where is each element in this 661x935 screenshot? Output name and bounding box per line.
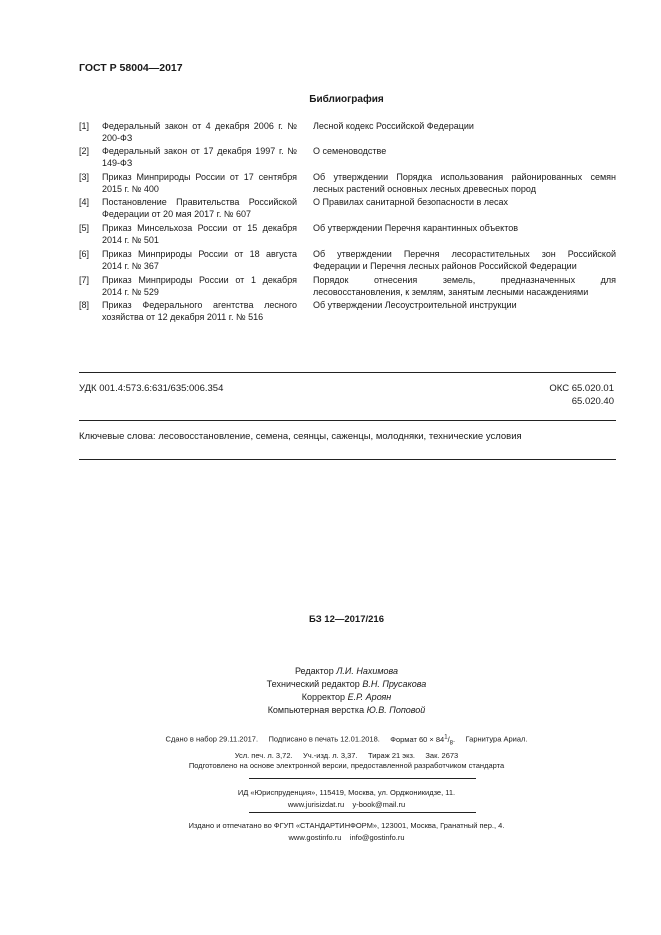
format-slash: /	[447, 734, 450, 744]
credit-role: Технический редактор	[266, 679, 360, 689]
edition-sheets: Уч.-изд. л. 3,37.	[303, 750, 358, 760]
udk-code: УДК 001.4:573.6:631/635:006.354	[79, 383, 224, 394]
bib-number: [8]	[79, 300, 90, 310]
credit-line	[32, 678, 661, 691]
bibliography-title: Библиография	[309, 94, 384, 105]
credit-line	[32, 691, 661, 704]
oks-line-1: ОКС 65.020.01	[549, 383, 614, 394]
bz-number: БЗ 12—2017/216	[309, 614, 384, 625]
publisher-2-contacts	[32, 832, 661, 844]
format-sub: 8	[449, 740, 454, 746]
bib-title: Об утверждении Перечня лесорастительных зон Российской Федерации и Перечня лесных районов Российской Федерации	[313, 249, 616, 271]
signed-date: Подписано в печать 12.01.2018.	[268, 734, 380, 744]
credit-name: Е.Р. Ароян	[347, 692, 392, 702]
bib-number: [2]	[79, 146, 90, 156]
credit-role: Компьютерная верстка	[267, 705, 365, 715]
bib-number: [7]	[79, 275, 90, 285]
credits	[0, 665, 661, 717]
divider	[249, 778, 476, 779]
copies: Тираж 21 экз.	[367, 750, 415, 760]
submitted-date: Сдано в набор 29.11.2017.	[165, 734, 259, 744]
bib-source: Приказ Минприроды России от 17 сентября 2015 г. № 400	[102, 172, 297, 194]
format-sup: 1	[444, 734, 448, 740]
bib-title: О Правилах санитарной безопасности в лесах	[313, 197, 509, 207]
credit-line	[32, 665, 661, 678]
print-sheets: Усл. печ. л. 3,72.	[234, 750, 293, 760]
bib-source: Приказ Минприроды России от 1 декабря 2014 г. № 529	[102, 275, 297, 297]
publisher-2-email-link[interactable]: info@gostinfo.ru	[349, 832, 405, 842]
divider	[249, 812, 476, 813]
bib-source: Постановление Правительства Российской Федерации от 20 мая 2017 г. № 607	[102, 197, 297, 219]
publisher-1-email-link[interactable]: y-book@mail.ru	[352, 799, 406, 809]
bib-number: [4]	[79, 197, 90, 207]
credit-line	[32, 704, 661, 717]
document-code: ГОСТ Р 58004—2017	[79, 62, 183, 74]
publisher-2	[0, 820, 661, 843]
credit-name: Ю.В. Поповой	[366, 705, 426, 715]
publisher-1-contacts	[32, 799, 661, 811]
bib-source: Приказ Минсельхоза России от 15 декабря 2014 г. № 501	[102, 223, 297, 245]
prepared-note: Подготовлено на основе электронной версии, предоставленной разработчиком стандарта	[188, 761, 505, 770]
bib-title: О семеноводстве	[313, 146, 387, 156]
divider	[79, 372, 616, 373]
bib-number: [1]	[79, 121, 90, 131]
bib-source: Федеральный закон от 4 декабря 2006 г. № 200-ФЗ	[102, 121, 297, 143]
oks-code	[549, 383, 614, 408]
format-suffix: .	[453, 734, 456, 744]
oks-line-2: 65.020.40	[571, 395, 614, 407]
bib-source: Приказ Минприроды России от 18 августа 2014 г. № 367	[102, 249, 297, 271]
keywords: Ключевые слова: лесовосстановление, семена, сеянцы, саженцы, молодняки, технические условия	[79, 431, 522, 442]
bib-title: Порядок отнесения земель, предназначенных для лесовосстановления, к землям, занятым лесными насаждениями	[313, 275, 616, 297]
bib-title: Лесной кодекс Российской Федерации	[313, 121, 474, 131]
order-number: Зак. 2673	[425, 750, 459, 760]
divider	[79, 420, 616, 421]
bib-number: [5]	[79, 223, 90, 233]
bib-title: Об утверждении Перечня карантинных объектов	[313, 223, 519, 233]
typeface: Гарнитура Ариал.	[465, 734, 528, 744]
bib-title: Об утверждении Лесоустроительной инструкции	[313, 300, 517, 310]
credit-role: Редактор	[294, 666, 334, 676]
credit-name: Л.И. Нахимова	[336, 666, 399, 676]
publisher-2-address: Издано и отпечатано во ФГУП «СТАНДАРТИНФОРМ», 123001, Москва, Гранатный пер., 4.	[188, 821, 505, 830]
bib-title: Об утверждении Порядка использования районированных семян лесных растений основных лесных древесных пород	[313, 172, 616, 194]
format	[390, 735, 455, 744]
print-line-1	[32, 731, 661, 750]
credit-name: В.Н. Прусакова	[362, 679, 427, 689]
credit-role: Корректор	[301, 692, 346, 702]
publisher-2-web-link[interactable]: www.gostinfo.ru	[288, 832, 342, 842]
format-prefix: Формат 60 × 84	[390, 734, 445, 744]
print-info	[0, 731, 661, 762]
bib-number: [3]	[79, 172, 90, 182]
divider	[79, 459, 616, 460]
bib-number: [6]	[79, 249, 90, 259]
bib-source: Приказ Федерального агентства лесного хозяйства от 12 декабря 2011 г. № 516	[102, 300, 297, 322]
publisher-1-address: ИД «Юриспруденция», 115419, Москва, ул. Орджоникидзе, 11.	[237, 788, 456, 797]
bib-source: Федеральный закон от 17 декабря 1997 г. № 149-ФЗ	[102, 146, 297, 168]
publisher-1-web-link[interactable]: www.jurisizdat.ru	[287, 799, 345, 809]
publisher-1	[0, 787, 661, 810]
